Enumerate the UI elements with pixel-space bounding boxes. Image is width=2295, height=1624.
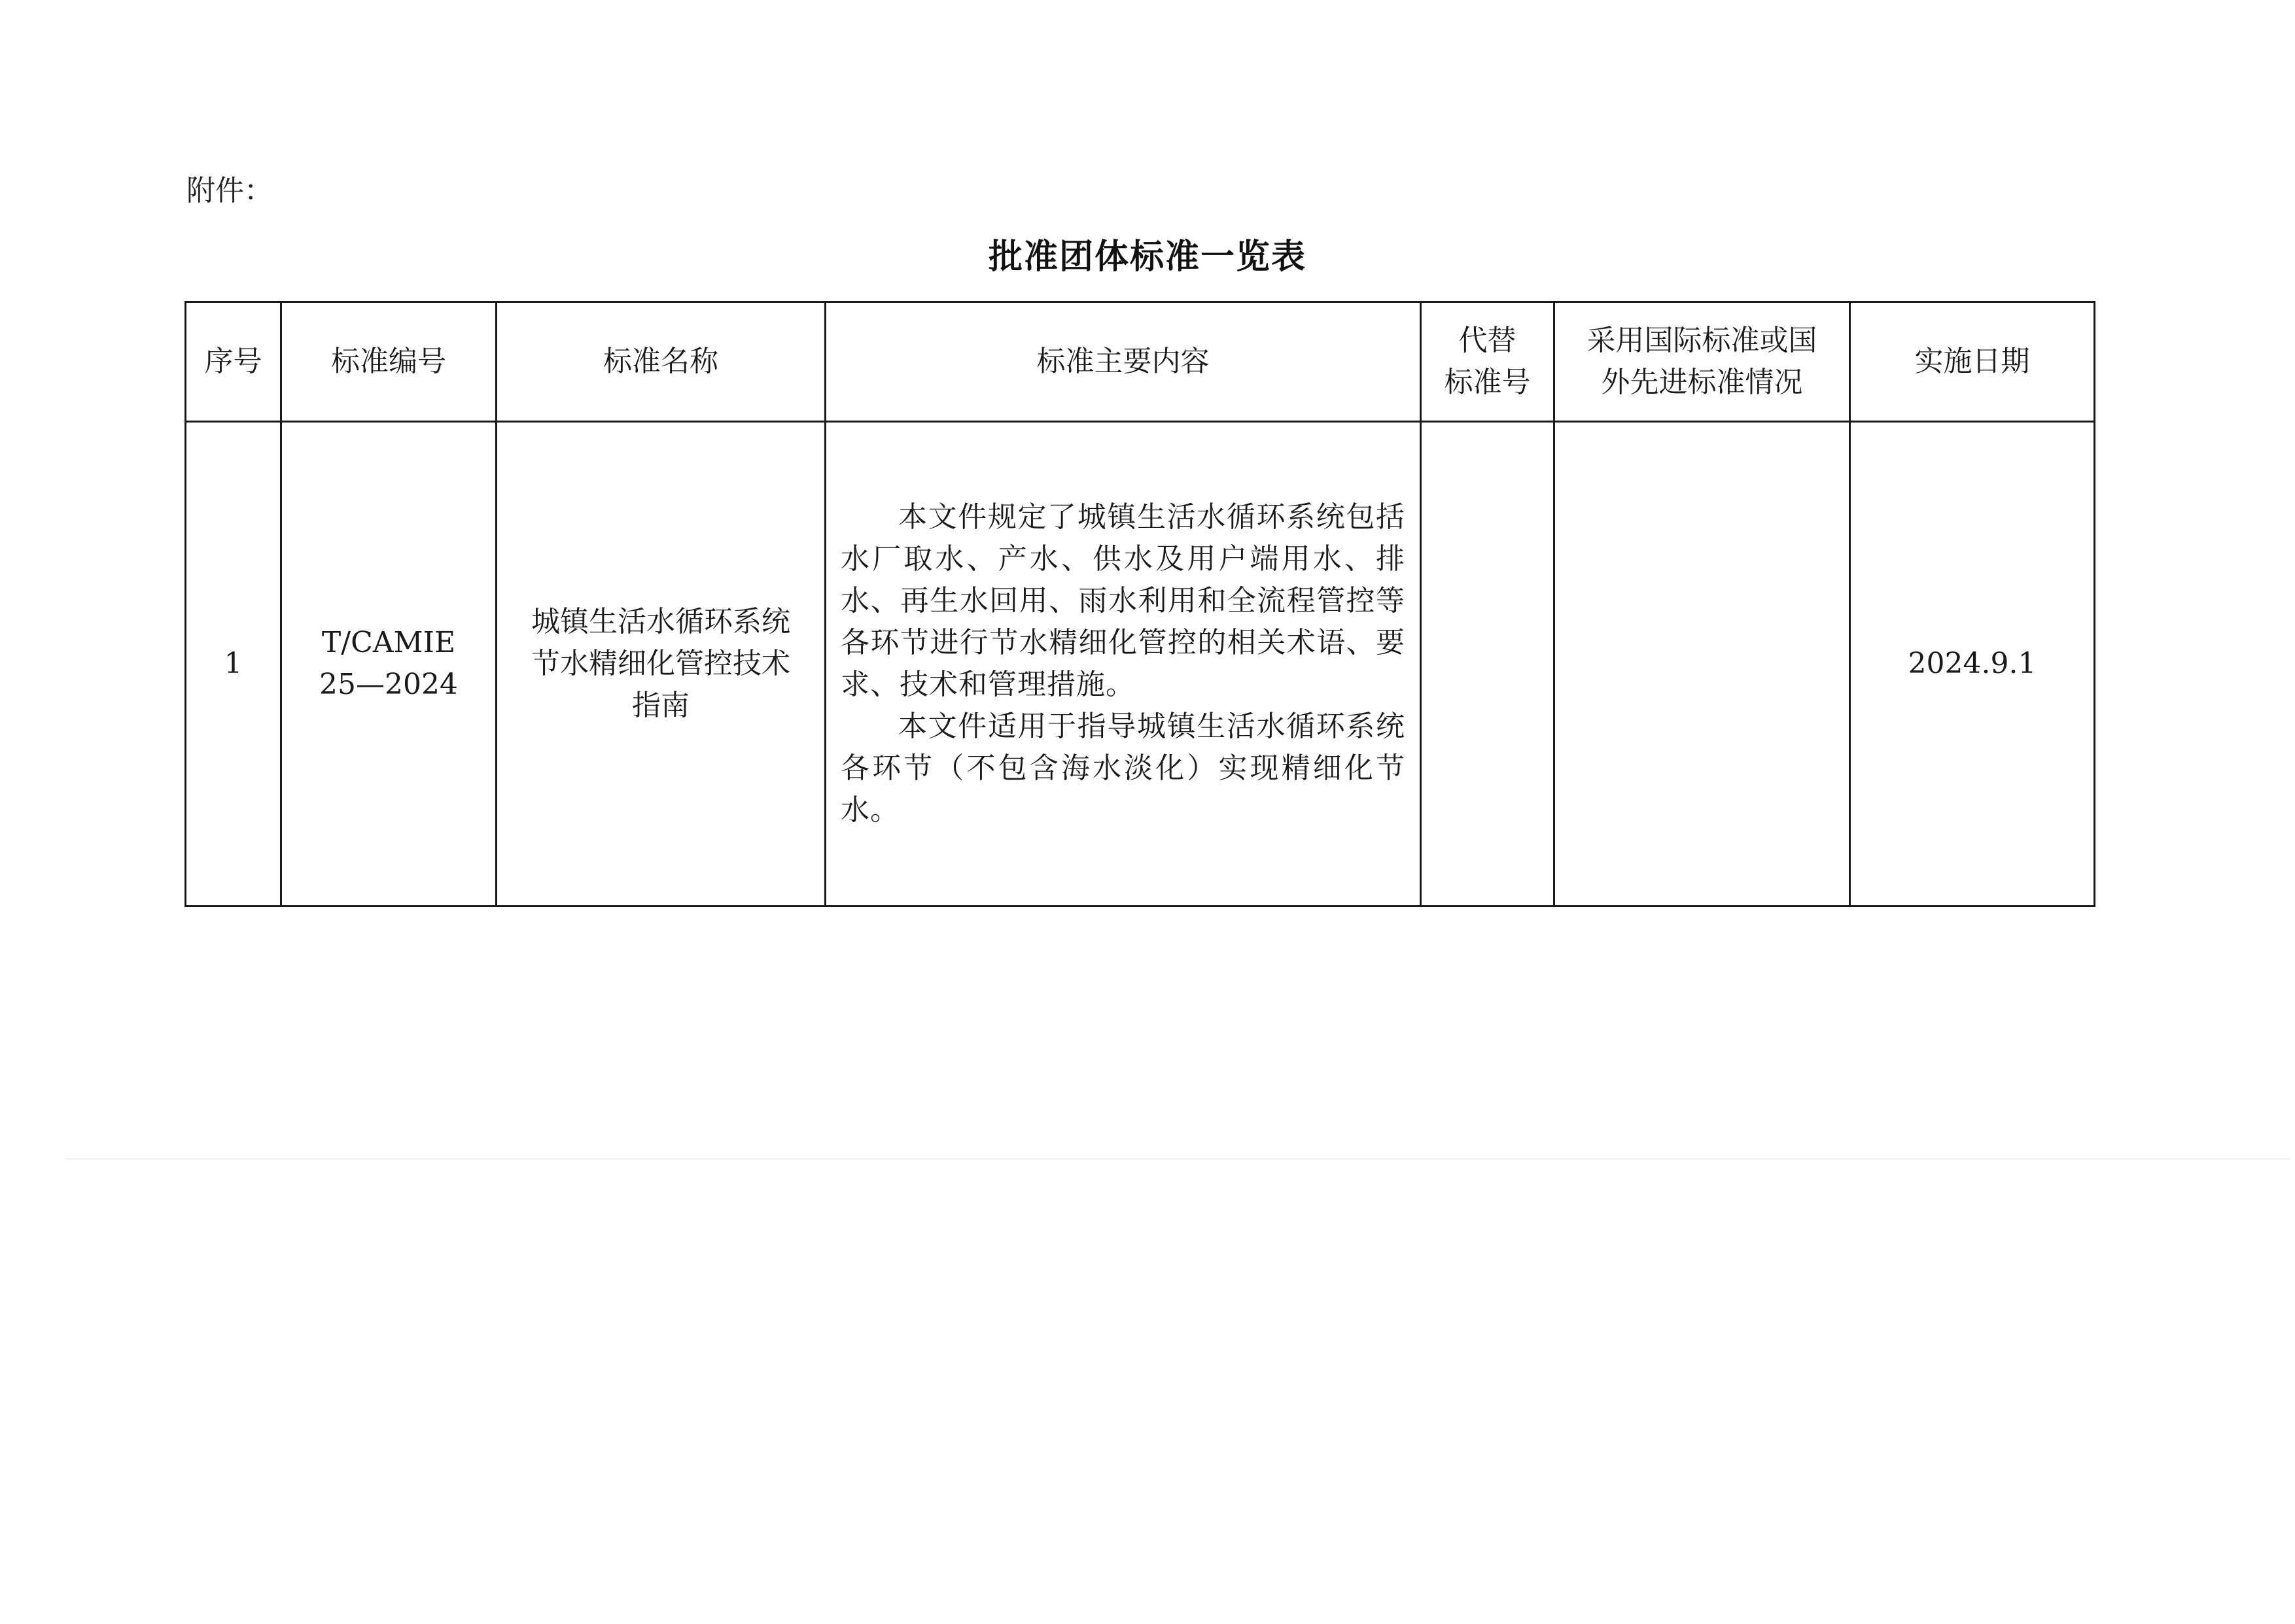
header-intl-line1: 采用国际标准或国 (1586, 324, 1817, 357)
cell-date: 2024.9.1 (1850, 422, 2095, 907)
cell-intl (1554, 422, 1850, 907)
header-content: 标准主要内容 (826, 302, 1421, 422)
content-paragraph-1: 本文件规定了城镇生活水循环系统包括水厂取水、产水、供水及用户端用水、排水、再生水回用、雨水利用和全流程管控等各环节进行节水精细化管控的相关术语、要求、技术和管理措施。 (841, 500, 1405, 701)
header-replace (1421, 302, 1554, 422)
scan-artifact-line (65, 1158, 2290, 1160)
cell-seq: 1 (186, 422, 281, 907)
cell-code-line1: T/CAMIE (321, 626, 456, 659)
cell-name (497, 422, 826, 907)
cell-code-line2: 25—2024 (319, 668, 458, 701)
header-name: 标准名称 (497, 302, 826, 422)
table-header-row (186, 302, 2095, 422)
header-replace-line2: 标准号 (1444, 366, 1531, 399)
cell-name-line3: 指南 (632, 689, 690, 722)
cell-name-line1: 城镇生活水循环系统 (531, 605, 790, 638)
cell-code (281, 422, 497, 907)
attachment-label: 附件： (186, 174, 273, 207)
cell-replace (1421, 422, 1554, 907)
document-title: 批准团体标准一览表 (988, 237, 1306, 277)
cell-content (826, 422, 1421, 907)
standards-table (184, 301, 2095, 907)
header-date: 实施日期 (1850, 302, 2095, 422)
table-row (186, 422, 2095, 907)
content-paragraph-2: 本文件适用于指导城镇生活水循环系统各环节（不包含海水淡化）实现精细化节水。 (841, 710, 1405, 827)
header-intl-line2: 外先进标准情况 (1601, 366, 1803, 399)
header-intl (1554, 302, 1850, 422)
cell-name-line2: 节水精细化管控技术 (531, 647, 790, 680)
header-replace-line1: 代替 (1458, 324, 1516, 357)
header-seq: 序号 (186, 302, 281, 422)
header-code: 标准编号 (281, 302, 497, 422)
